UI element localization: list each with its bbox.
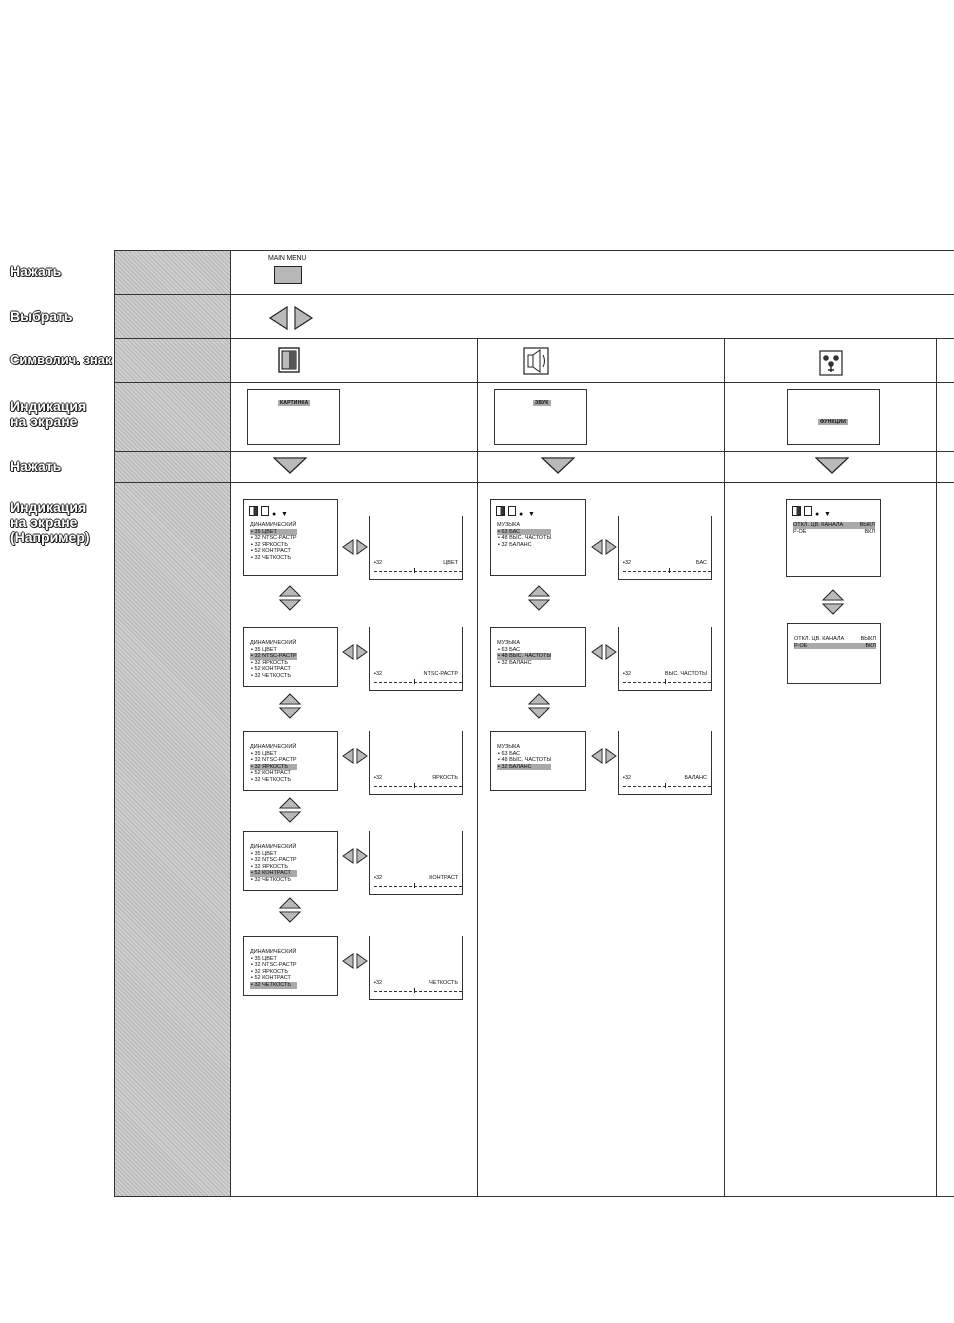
down-triangle-icon[interactable] — [541, 457, 575, 474]
menu-title-sound: ЗВУК — [535, 400, 549, 406]
left-right-arrows-icon[interactable] — [342, 748, 368, 764]
adjust-slider-thumb — [414, 783, 415, 788]
timer-icon: ▼ — [528, 511, 535, 518]
picture-menu-list — [250, 640, 297, 680]
picture-adjust-screen — [369, 936, 463, 1000]
picture-menu-item[interactable]: ▪ 32 ЧЕТКОСТЬ — [251, 776, 291, 783]
adjust-slider-thumb — [414, 883, 415, 888]
functions-menu-screen — [787, 623, 881, 684]
timer-icon: ▼ — [281, 511, 288, 518]
picture-menu-item[interactable]: ▪ 52 КОНТРАСТ — [251, 975, 291, 982]
functions-icon — [819, 350, 843, 376]
picture-menu-item[interactable]: ▪ 32 ЯРКОСТЬ — [251, 863, 288, 870]
picture-mode-label: ДИНАМИЧЕСКИЙ — [250, 949, 297, 955]
menu-icon-row — [792, 506, 830, 519]
picture-menu-item[interactable]: ▪ 32 NTSC-РАСТР — [251, 653, 297, 660]
sound-menu-list — [497, 522, 551, 548]
header-column — [114, 250, 231, 1196]
column-divider — [724, 338, 725, 1196]
picture-menu-item[interactable]: ▪ 52 КОНТРАСТ — [251, 666, 291, 673]
functions-menu-item[interactable]: P-OE ВКЛ — [793, 528, 875, 535]
picture-menu-item[interactable]: ▪ 32 NTSC-РАСТР — [251, 535, 297, 542]
picture-menu-item[interactable]: ▪ 35 ЦВЕТ — [251, 646, 277, 653]
up-down-arrows-icon[interactable] — [279, 797, 301, 823]
picture-menu-list — [250, 744, 297, 784]
picture-icon — [249, 506, 258, 516]
column-divider — [230, 250, 231, 1196]
adjust-slider-thumb — [414, 568, 415, 573]
picture-menu-screen — [243, 627, 338, 687]
picture-menu-screen — [243, 936, 338, 996]
picture-adjust-screen — [369, 731, 463, 795]
sound-menu-screen — [494, 389, 587, 445]
sound-mode-label: МУЗЫКА — [497, 640, 521, 646]
adjust-slider-bar[interactable] — [623, 786, 711, 787]
sound-menu-item[interactable]: ▪ 32 БАЛАНС — [497, 764, 551, 771]
picture-menu-screen — [243, 731, 338, 791]
sound-menu-item[interactable]: ▪ 48 ВЫС. ЧАСТОТЫ — [498, 535, 552, 542]
row-label-indication: Индикация на экране — [10, 398, 87, 429]
adjust-slider-thumb — [414, 988, 415, 993]
sound-menu-screen — [490, 731, 586, 791]
picture-menu-list — [250, 522, 297, 562]
picture-mode-label: ДИНАМИЧЕСКИЙ — [250, 522, 297, 528]
row-label-indication-example: Индикация на экране (Например) — [10, 499, 90, 545]
picture-menu-item[interactable]: ▪ 32 NTSC-РАСТР — [251, 857, 297, 864]
sound-mode-label: МУЗЫКА — [497, 744, 521, 750]
picture-menu-item[interactable]: ▪ 52 КОНТРАСТ — [251, 770, 291, 777]
picture-menu-item[interactable]: ▪ 32 NTSC-РАСТР — [251, 962, 297, 969]
row-divider — [114, 294, 954, 295]
picture-menu-item[interactable]: ▪ 52 КОНТРАСТ — [251, 548, 291, 555]
table-left-border — [114, 250, 115, 1196]
column-divider — [477, 338, 478, 1196]
picture-menu-item[interactable]: ▪ 32 ЯРКОСТЬ — [251, 659, 288, 666]
picture-adjust-screen — [369, 516, 463, 580]
column-divider — [936, 338, 937, 1196]
picture-menu-item[interactable]: ▪ 32 ЧЕТКОСТЬ — [250, 982, 297, 989]
adjust-slider-bar[interactable] — [374, 682, 462, 683]
functions-icon: ● — [815, 511, 820, 518]
adjust-slider-bar[interactable] — [374, 991, 462, 992]
row-divider — [114, 338, 954, 339]
down-triangle-icon[interactable] — [273, 457, 307, 474]
picture-menu-screen — [247, 389, 340, 445]
functions-menu-screen — [787, 389, 880, 445]
functions-menu-list — [794, 636, 876, 649]
left-right-arrows-icon[interactable] — [591, 539, 617, 555]
table-top-border — [114, 250, 954, 251]
row-label-press: Нажать — [10, 263, 62, 279]
up-down-arrows-icon[interactable] — [528, 693, 550, 719]
row-divider — [114, 482, 954, 483]
sound-adjust-label: ▪32 БАЛАНС — [623, 775, 707, 781]
sound-adjust-label: ▪32 ВЫС. ЧАСТОТЫ — [623, 671, 707, 677]
adjust-slider-thumb — [665, 679, 666, 684]
row-divider — [114, 451, 954, 452]
up-down-arrows-icon[interactable] — [279, 693, 301, 719]
adjust-slider-thumb — [669, 568, 670, 573]
picture-icon — [496, 506, 505, 516]
adjust-slider-bar[interactable] — [374, 886, 462, 887]
menu-icon-row — [249, 506, 287, 519]
picture-adjust-screen — [369, 627, 463, 691]
sound-menu-item[interactable]: ▪ 63 БАС — [498, 750, 521, 757]
row-label-press: Нажать — [10, 458, 62, 474]
adjust-slider-bar[interactable] — [623, 571, 711, 572]
down-triangle-icon[interactable] — [815, 457, 849, 474]
sound-menu-list — [497, 744, 551, 770]
picture-menu-item[interactable]: ▪ 32 ЧЕТКОСТЬ — [251, 554, 291, 561]
functions-icon: ● — [272, 511, 277, 518]
menu-title-functions: ФУНКЦИИ — [820, 419, 847, 425]
up-down-arrows-icon[interactable] — [279, 897, 301, 923]
picture-icon — [792, 506, 801, 516]
left-right-arrows-icon[interactable] — [342, 539, 368, 555]
main-menu-button-icon[interactable] — [274, 266, 302, 284]
picture-menu-item[interactable]: ▪ 35 ЦВЕТ — [250, 529, 297, 536]
sound-menu-screen — [490, 627, 586, 687]
sound-icon — [804, 506, 812, 516]
picture-menu-item[interactable]: ▪ 32 ЧЕТКОСТЬ — [251, 876, 291, 883]
picture-menu-screen — [243, 831, 338, 891]
picture-adjust-label: ▪32 ЯРКОСТЬ — [374, 775, 458, 781]
functions-menu-item[interactable]: ОТКЛ. ЦВ. КАНАЛА ВЫКЛ — [793, 522, 875, 528]
up-down-arrows-icon[interactable] — [528, 585, 550, 611]
sound-adjust-screen — [618, 627, 712, 691]
left-right-arrows-icon[interactable] — [342, 848, 368, 864]
main-menu-label: MAIN MENU — [268, 255, 307, 262]
row-divider — [114, 382, 954, 383]
functions-menu-item[interactable]: P-OE ВКЛ — [794, 642, 876, 649]
adjust-slider-bar[interactable] — [374, 786, 462, 787]
left-right-arrows-icon[interactable] — [268, 305, 314, 331]
menu-title-picture: КАРТИНКА — [280, 400, 309, 406]
sound-menu-item[interactable]: ▪ 48 ВЫС. ЧАСТОТЫ — [498, 653, 552, 660]
left-right-arrows-icon[interactable] — [591, 644, 617, 660]
row-label-symbol: Символич. знак — [10, 352, 112, 367]
left-right-arrows-icon[interactable] — [342, 953, 368, 969]
menu-icon-row — [496, 506, 534, 519]
sound-icon — [261, 506, 269, 516]
sound-menu-item[interactable]: ▪ 48 ВЫС. ЧАСТОТЫ — [498, 757, 552, 764]
picture-menu-item[interactable]: ▪ 35 ЦВЕТ — [251, 750, 277, 757]
adjust-slider-bar[interactable] — [374, 571, 462, 572]
sound-menu-item[interactable]: ▪ 32 БАЛАНС — [498, 541, 532, 548]
picture-menu-item[interactable]: ▪ 32 NTSC-РАСТР — [251, 757, 297, 764]
adjust-slider-thumb — [414, 679, 415, 684]
functions-icon: ● — [519, 511, 524, 518]
up-down-arrows-icon[interactable] — [279, 585, 301, 611]
adjust-slider-bar[interactable] — [623, 682, 711, 683]
picture-adjust-label: ▪32 NTSC-РАСТР — [374, 671, 458, 677]
functions-menu-item[interactable]: ОТКЛ. ЦВ. КАНАЛА ВЫКЛ — [794, 636, 876, 642]
picture-menu-list — [250, 949, 297, 989]
sound-icon — [508, 506, 516, 516]
picture-menu-item[interactable]: ▪ 32 ЯРКОСТЬ — [251, 968, 288, 975]
table-bottom-border — [114, 1196, 954, 1197]
picture-adjust-screen — [369, 831, 463, 895]
sound-icon — [523, 347, 549, 375]
sound-menu-screen — [490, 499, 586, 576]
sound-menu-item[interactable]: ▪ 63 БАС — [497, 529, 551, 536]
left-right-arrows-icon[interactable] — [591, 748, 617, 764]
picture-menu-item[interactable]: ▪ 32 ЧЕТКОСТЬ — [251, 672, 291, 679]
sound-menu-item[interactable]: ▪ 32 БАЛАНС — [498, 659, 532, 666]
picture-mode-label: ДИНАМИЧЕСКИЙ — [250, 640, 297, 646]
sound-menu-item[interactable]: ▪ 63 БАС — [498, 646, 521, 653]
row-label-select: Выбрать — [10, 308, 73, 324]
picture-mode-label: ДИНАМИЧЕСКИЙ — [250, 844, 297, 850]
picture-mode-label: ДИНАМИЧЕСКИЙ — [250, 744, 297, 750]
sound-adjust-screen — [618, 731, 712, 795]
picture-adjust-label: ▪32 ЦВЕТ — [374, 560, 458, 566]
adjust-slider-thumb — [665, 783, 666, 788]
functions-menu-list — [793, 522, 875, 535]
picture-menu-item[interactable]: ▪ 35 ЦВЕТ — [251, 850, 277, 857]
left-right-arrows-icon[interactable] — [342, 644, 368, 660]
picture-icon — [278, 347, 300, 373]
sound-adjust-screen — [618, 516, 712, 580]
up-down-arrows-icon[interactable] — [822, 589, 844, 615]
sound-menu-list — [497, 640, 551, 666]
picture-menu-item[interactable]: ▪ 32 ЯРКОСТЬ — [251, 541, 288, 548]
picture-menu-item[interactable]: ▪ 52 КОНТРАСТ — [250, 870, 297, 877]
picture-adjust-label: ▪32 ЧЕТКОСТЬ — [374, 980, 458, 986]
timer-icon: ▼ — [824, 511, 831, 518]
picture-menu-item[interactable]: ▪ 35 ЦВЕТ — [251, 955, 277, 962]
picture-menu-screen — [243, 499, 338, 576]
functions-menu-screen — [786, 499, 881, 577]
picture-menu-item[interactable]: ▪ 32 ЯРКОСТЬ — [250, 764, 297, 771]
picture-adjust-label: ▪32 КОНТРАСТ — [374, 875, 458, 881]
picture-menu-list — [250, 844, 297, 884]
sound-mode-label: МУЗЫКА — [497, 522, 521, 528]
sound-adjust-label: ▪32 БАС — [623, 560, 707, 566]
